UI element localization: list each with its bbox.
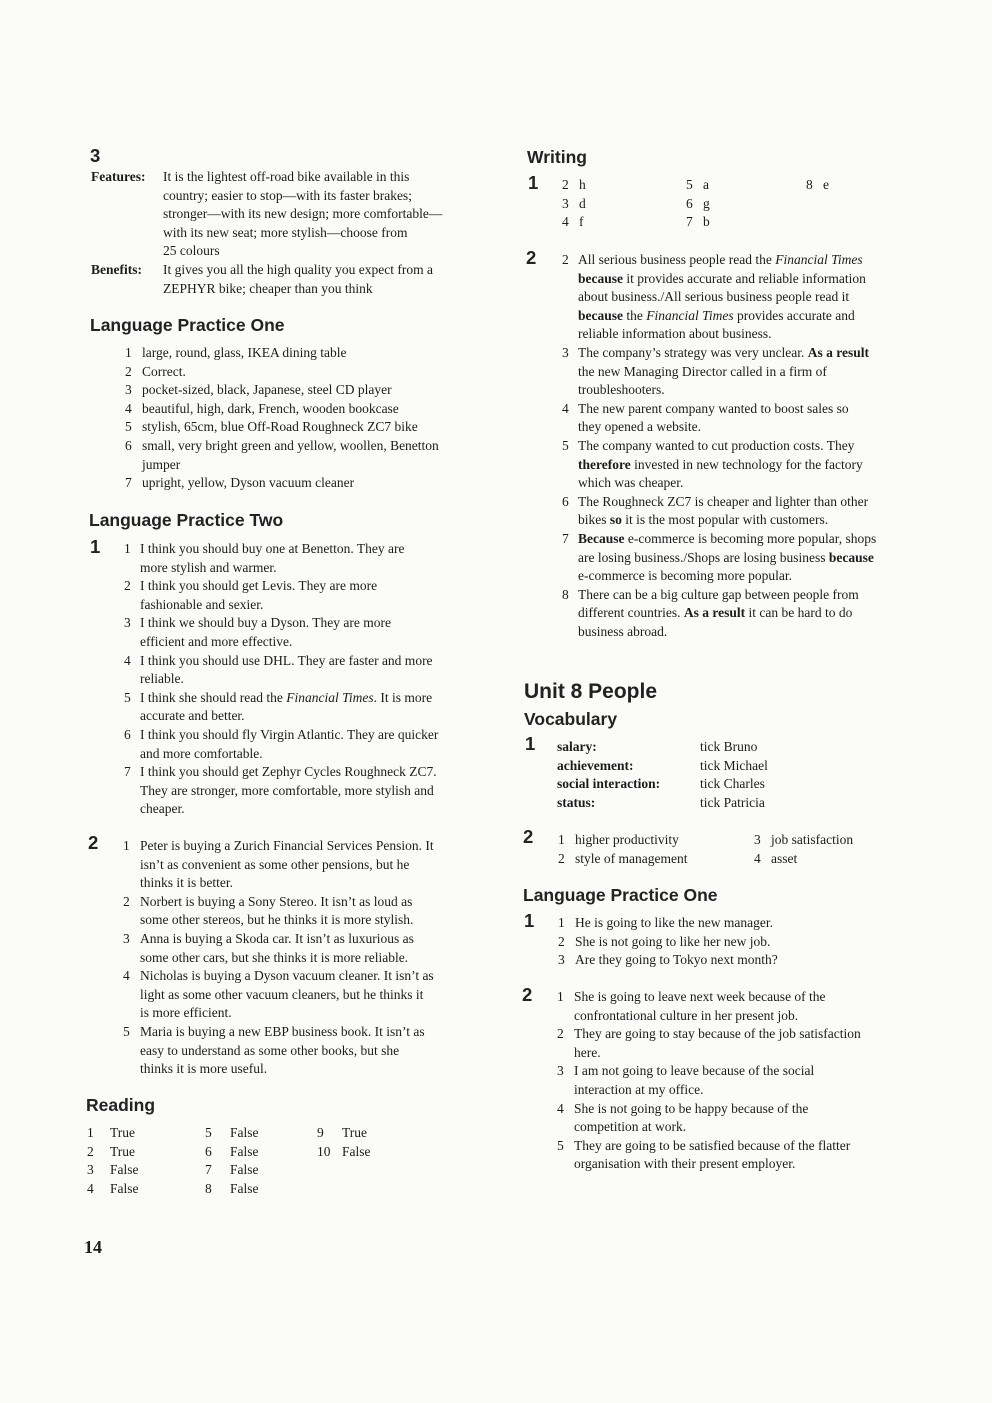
item-number: 1	[123, 838, 130, 853]
item-number: 2	[558, 933, 565, 949]
item-text: accurate and better.	[140, 708, 245, 724]
section-title: Language Practice One	[523, 885, 718, 905]
reading-answer: False	[230, 1125, 259, 1140]
item-number: 3	[123, 931, 130, 946]
item-number: 1	[558, 832, 565, 847]
vocab-term: status:	[557, 794, 596, 810]
item-text: is more efficient.	[140, 1005, 232, 1021]
item-number: 2	[124, 578, 131, 594]
item-text: business abroad.	[578, 624, 668, 639]
reading-answer: False	[110, 1180, 139, 1196]
item-number: 1	[558, 915, 565, 930]
item-text: She is not going to be happy because of the	[574, 1100, 809, 1116]
item-text: confrontational culture in her present job.	[574, 1007, 799, 1023]
item-text: therefore invested in new technology for the factory	[578, 456, 863, 472]
item-text: I think you should get Zephyr Cycles Roughneck ZC7.	[140, 764, 437, 780]
item-number: 2	[125, 363, 132, 379]
section-title: Reading	[86, 1095, 156, 1115]
item-text: reliable.	[140, 671, 184, 687]
item-number: 2	[557, 1026, 564, 1042]
item-number: 3	[124, 615, 131, 631]
reading-answer: False	[342, 1143, 371, 1159]
exercise-number: 1	[525, 733, 536, 754]
item-number: 2	[123, 893, 130, 909]
item-text: thinks it is better.	[140, 875, 233, 891]
benefits-line: ZEPHYR bike; cheaper than you think	[163, 280, 373, 296]
page-number: 14	[84, 1237, 102, 1257]
item-text: they opened a website.	[578, 419, 701, 435]
item-text: because it provides accurate and reliable information	[578, 270, 866, 286]
features-label: Features:	[91, 169, 146, 184]
benefits-line: It gives you all the high quality you expect from a	[163, 262, 433, 277]
exercise-number: 1	[528, 172, 539, 193]
item-number: 4	[124, 652, 131, 668]
item-number: 8	[562, 586, 569, 602]
item-text: reliable information about business.	[578, 326, 772, 342]
vocab-term: salary:	[557, 739, 597, 754]
exercise-number: 2	[522, 984, 533, 1005]
item-number: 3	[562, 345, 569, 360]
item-number: 5	[124, 689, 131, 705]
writing-number: 3	[562, 195, 569, 211]
item-text: Anna is buying a Skoda car. It isn’t as luxurious as	[140, 931, 414, 946]
vocab-answer: tick Patricia	[700, 794, 765, 810]
item-text: The company’s strategy was very unclear. As a result	[578, 345, 870, 360]
features-line: stronger—with its new design; more comfortable—	[163, 206, 443, 222]
item-number: 4	[754, 850, 761, 866]
section-title: Writing	[527, 147, 587, 167]
item-text: competition at work.	[574, 1119, 687, 1135]
vocab-answer: tick Bruno	[700, 739, 758, 754]
item-text: easy to understand as some other books, but she	[140, 1042, 400, 1058]
item-text: organisation with their present employer.	[574, 1156, 796, 1172]
item-text: Nicholas is buying a Dyson vacuum cleaner. It isn’t as	[140, 968, 434, 984]
item-text: asset	[771, 850, 798, 866]
item-text: more stylish and warmer.	[140, 559, 277, 575]
item-text: The company wanted to cut production costs. They	[578, 438, 855, 453]
item-text: and more comfortable.	[140, 745, 263, 761]
vocab-answer: tick Charles	[700, 776, 765, 792]
item-text: different countries. As a result it can be hard to do	[578, 605, 853, 621]
exercise-number: 2	[526, 247, 537, 268]
writing-number: 4	[562, 214, 569, 230]
item-text: All serious business people read the Financial Times	[578, 252, 863, 267]
item-text: cheaper.	[140, 801, 185, 817]
item-text: interaction at my office.	[574, 1082, 704, 1097]
item-number: 3	[558, 952, 565, 968]
reading-number: 4	[87, 1180, 94, 1196]
item-number: 5	[557, 1137, 564, 1153]
item-text: I think she should read the Financial Times. It is more	[140, 689, 433, 705]
writing-answer: a	[703, 177, 709, 192]
unit-title: Unit 8 People	[524, 680, 658, 703]
writing-number: 6	[686, 195, 693, 211]
item-text: He is going to like the new manager.	[575, 915, 773, 930]
exercise-number: 1	[90, 536, 101, 557]
item-number: 3	[557, 1063, 564, 1079]
vocab-term: achievement:	[557, 757, 634, 773]
item-number: 5	[562, 438, 569, 453]
item-text: I think you should get Levis. They are more	[140, 578, 378, 594]
writing-answer: h	[579, 177, 586, 192]
item-text: They are going to be satisfied because of the flatter	[574, 1137, 851, 1153]
exercise-number: 2	[523, 826, 534, 847]
writing-answer: e	[823, 177, 829, 192]
item-number: 7	[125, 475, 132, 491]
reading-number: 6	[205, 1143, 212, 1159]
item-number: 6	[124, 727, 131, 742]
item-text: She is going to leave next week because of the	[574, 989, 826, 1004]
writing-answer: g	[703, 195, 710, 211]
reading-answer: False	[110, 1162, 139, 1178]
item-text: troubleshooters.	[578, 382, 665, 398]
item-text: pocket-sized, black, Japanese, steel CD player	[142, 382, 392, 398]
item-text: because the Financial Times provides accurate and	[578, 307, 855, 323]
item-number: 3	[125, 382, 132, 398]
section-title: Vocabulary	[524, 709, 618, 729]
section-title: Language Practice Two	[89, 510, 284, 530]
writing-answer: d	[579, 195, 586, 211]
item-number: 6	[125, 438, 132, 453]
item-text: some other stereos, but he thinks it is more stylish.	[140, 912, 414, 928]
item-number: 1	[557, 989, 564, 1004]
exercise-number: 3	[90, 145, 101, 166]
item-text: I think you should use DHL. They are faster and more	[140, 652, 433, 668]
item-number: 4	[123, 968, 130, 984]
item-text: Because e-commerce is becoming more popular, shops	[578, 531, 877, 546]
item-text: I am not going to leave because of the social	[574, 1063, 815, 1079]
reading-number: 9	[317, 1125, 324, 1140]
section-title: Language Practice One	[90, 315, 285, 335]
item-number: 4	[562, 400, 569, 416]
item-text: style of management	[575, 850, 688, 866]
reading-number: 10	[317, 1143, 331, 1159]
item-text: here.	[574, 1044, 601, 1060]
item-number: 7	[124, 764, 131, 780]
features-line: 25 colours	[163, 243, 220, 259]
item-number: 4	[125, 400, 132, 416]
writing-number: 7	[686, 214, 693, 230]
item-number: 5	[125, 419, 132, 435]
item-number: 5	[123, 1024, 130, 1039]
item-text: I think you should fly Virgin Atlantic. They are quicker	[140, 727, 439, 742]
writing-number: 5	[686, 177, 693, 192]
reading-number: 5	[205, 1125, 212, 1140]
item-text: Maria is buying a new EBP business book. It isn’t as	[140, 1024, 425, 1039]
item-number: 4	[557, 1100, 564, 1116]
reading-answer: True	[342, 1125, 368, 1140]
item-text: Are they going to Tokyo next month?	[575, 952, 778, 968]
item-text: which was cheaper.	[578, 475, 684, 491]
item-text: light as some other vacuum cleaners, but he thinks it	[140, 986, 424, 1002]
exercise-number: 1	[524, 910, 535, 931]
vocab-answer: tick Michael	[700, 757, 768, 773]
item-number: 2	[562, 252, 569, 267]
item-text: about business./All serious business people read it	[578, 289, 850, 305]
item-text: small, very bright green and yellow, woollen, Benetton	[142, 438, 439, 453]
reading-answer: True	[110, 1143, 136, 1159]
item-text: beautiful, high, dark, French, wooden bookcase	[142, 400, 399, 416]
item-text: fashionable and sexier.	[140, 596, 264, 612]
item-text: Correct.	[142, 363, 186, 379]
item-text: I think we should buy a Dyson. They are more	[140, 615, 391, 631]
item-text: I think you should buy one at Benetton. They are	[140, 541, 405, 556]
reading-number: 1	[87, 1125, 94, 1140]
item-text: large, round, glass, IKEA dining table	[142, 345, 347, 360]
item-text: stylish, 65cm, blue Off-Road Roughneck ZC7 bike	[142, 419, 418, 435]
reading-number: 2	[87, 1143, 94, 1159]
item-text: job satisfaction	[771, 832, 854, 847]
item-text: efficient and more effective.	[140, 634, 293, 649]
writing-number: 8	[806, 177, 813, 192]
exercise-number: 2	[88, 832, 99, 853]
item-text: upright, yellow, Dyson vacuum cleaner	[142, 475, 355, 491]
reading-answer: False	[230, 1180, 259, 1196]
item-text: The Roughneck ZC7 is cheaper and lighter than other	[578, 493, 869, 509]
item-text: Peter is buying a Zurich Financial Services Pension. It	[140, 838, 434, 853]
item-number: 6	[562, 493, 569, 509]
writing-answer: b	[703, 214, 710, 230]
item-text: Norbert is buying a Sony Stereo. It isn’t as loud as	[140, 893, 413, 909]
item-text: the new Managing Director called in a firm of	[578, 363, 827, 379]
reading-answer: True	[110, 1125, 136, 1140]
vocab-term: social interaction:	[557, 776, 661, 792]
reading-number: 8	[205, 1180, 212, 1196]
reading-answer: False	[230, 1143, 259, 1159]
benefits-label: Benefits:	[91, 262, 142, 277]
item-text: are losing business./Shops are losing business because	[578, 549, 874, 565]
item-text: The new parent company wanted to boost sales so	[578, 400, 849, 416]
item-number: 7	[562, 531, 569, 546]
item-text: There can be a big culture gap between people from	[578, 586, 859, 602]
features-line: country; easier to stop—with its faster brakes;	[163, 187, 412, 203]
item-text: e-commerce is becoming more popular.	[578, 568, 793, 584]
item-text: They are going to stay because of the job satisfaction	[574, 1026, 861, 1042]
item-number: 1	[125, 345, 132, 360]
item-number: 3	[754, 832, 761, 847]
item-text: They are stronger, more comfortable, more stylish and	[140, 782, 434, 798]
features-line: It is the lightest off-road bike available in this	[163, 169, 410, 184]
item-text: some other cars, but she thinks it is more reliable.	[140, 949, 409, 965]
reading-number: 7	[205, 1162, 212, 1178]
item-number: 2	[558, 850, 565, 866]
reading-answer: False	[230, 1162, 259, 1178]
item-text: She is not going to like her new job.	[575, 933, 771, 949]
writing-number: 2	[562, 177, 569, 192]
item-text: thinks it is more useful.	[140, 1061, 268, 1077]
reading-number: 3	[87, 1162, 94, 1178]
item-text: higher productivity	[575, 832, 679, 847]
features-line: with its new seat; more stylish—choose from	[163, 224, 408, 240]
item-text: isn’t as convenient as some other pensions, but he	[140, 856, 410, 872]
item-number: 1	[124, 541, 131, 556]
item-text: jumper	[142, 456, 181, 472]
item-text: bikes so it is the most popular with customers.	[578, 512, 829, 528]
writing-answer: f	[579, 214, 584, 230]
